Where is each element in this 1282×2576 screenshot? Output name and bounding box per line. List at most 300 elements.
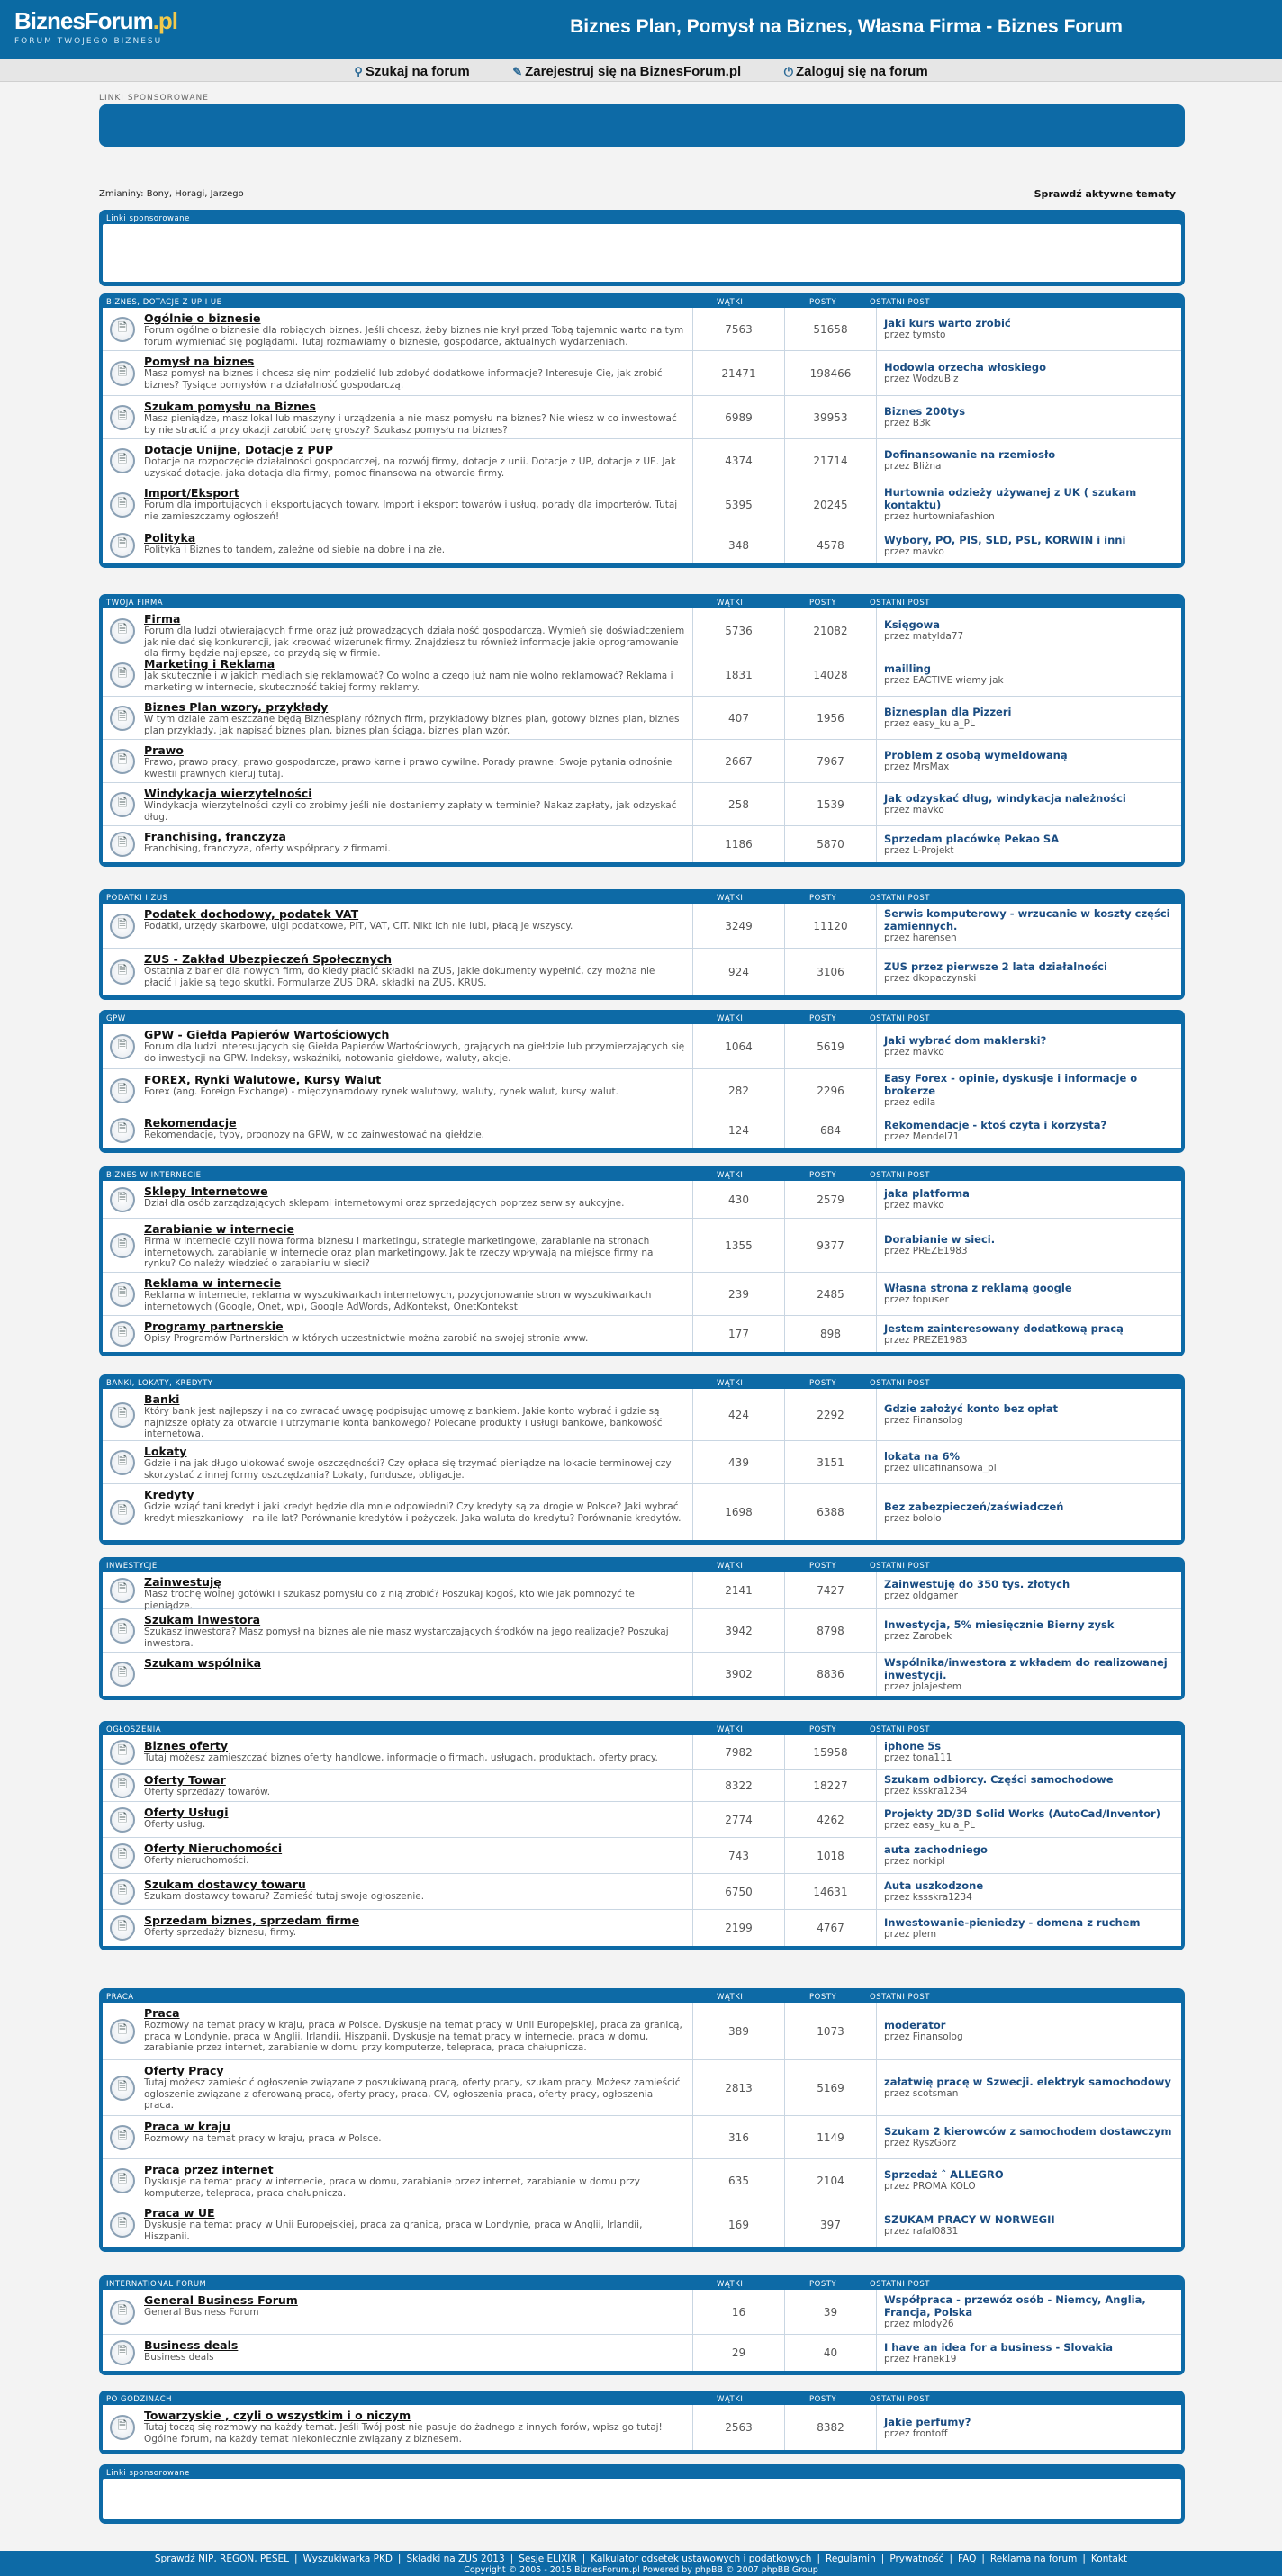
forum-description: Gdzie wziąć tani kredyt i jaki kredyt będzie dla mnie odpowiedni? Czy kredyty są za drogie w Polsce? Jaki wybrać kredyt mieszkaniowy i na ile lat? Porównanie kredytów i pożyczek. Jaka waluta do kredytu? Porównanie kredytów. (144, 1501, 682, 1524)
forum-status (103, 482, 142, 527)
forum-description: General Business Forum (144, 2307, 259, 2318)
forum-title[interactable]: Praca w UE (144, 2206, 215, 2220)
category-title[interactable]: OGŁOSZENIA (106, 1725, 162, 1734)
topics-count: 2199 (693, 1910, 785, 1946)
col-last-header: OSTATNI POST (870, 1171, 930, 1180)
category-box (99, 1010, 1185, 1153)
last-post-title[interactable]: Sprzedam placówkę Pekao SA (884, 832, 1060, 845)
last-post (877, 1069, 1181, 1112)
topics-count: 3249 (693, 904, 785, 948)
forum-title[interactable]: Marketing i Reklama (144, 657, 275, 671)
forum-description: Masz pieniądze, masz lokal lub maszyny i urządzenia a nie masz pomysłu na biznes? Nie wiesz w co inwestować by nie stracić a przy okazji zarobić parę groszy? Szukasz pomysłu na biznes? (144, 413, 677, 436)
forum-title[interactable]: Business deals (144, 2338, 239, 2352)
active-topics-link[interactable]: Sprawdź aktywne tematy (1034, 188, 1176, 200)
forum-title[interactable]: General Business Forum (144, 2293, 298, 2307)
last-post-author[interactable]: przez mlody26 (884, 2319, 954, 2329)
login-link[interactable]: ⏻ Zaloguj się na forum (783, 64, 928, 79)
forum-status (103, 697, 142, 739)
last-post (877, 949, 1181, 995)
site-logo[interactable]: BiznesForum.pl (14, 7, 178, 34)
last-post-title[interactable]: auta zachodniego (884, 1843, 988, 1856)
last-post-author[interactable]: przez matylda77 (884, 631, 964, 642)
login-icon: ⏻ (783, 65, 793, 78)
last-post-title[interactable]: załatwię pracę w Szwecji. elektryk samochodowy (884, 2076, 1171, 2088)
col-last-header: OSTATNI POST (870, 1725, 930, 1734)
last-post-author[interactable]: przez mavko (884, 545, 944, 557)
last-post-author[interactable]: przez rafal0831 (884, 2225, 959, 2237)
last-post (877, 2116, 1181, 2158)
forum-title[interactable]: FOREX, Rynki Walutowe, Kursy Walut (144, 1073, 382, 1086)
category-title[interactable]: GPW (106, 1014, 126, 1023)
forum-row (103, 2290, 1181, 2335)
forum-title[interactable]: Polityka (144, 531, 196, 545)
topics-count: 430 (693, 1181, 785, 1218)
posts-count: 1073 (785, 2003, 877, 2059)
last-post-title[interactable]: Jaki wybrać dom maklerski? (884, 1034, 1047, 1047)
last-post (877, 1316, 1181, 1352)
posts-count: 3106 (785, 949, 877, 995)
last-post-title[interactable]: Biznes 200tys (884, 405, 966, 418)
forum-title[interactable]: Programy partnerskie (144, 1320, 284, 1333)
col-posts-header: POSTY (809, 298, 837, 307)
forum-description: Ostatnia z barier dla nowych firm, do kiedy płacić składki na ZUS, jakie dokumenty wypełnić, czy można nie płacić i jakie są tego skutki. Formularze ZUS DRA, składki na ZUS, KRUS. (144, 966, 655, 988)
forum-info (142, 1181, 693, 1218)
category-box (99, 2391, 1185, 2454)
last-post-author[interactable]: przez RyszGorz (884, 2138, 957, 2148)
last-post-author[interactable]: przez B3k (884, 418, 931, 428)
last-post-author[interactable]: przez dkopaczynski (884, 972, 977, 984)
last-post-author[interactable]: przez harensen (884, 932, 957, 943)
last-post-title[interactable]: mailling (884, 662, 931, 675)
forum-status (103, 1024, 142, 1068)
last-post-author[interactable]: przez ksskra1234 (884, 1786, 968, 1797)
forum-status (103, 1273, 142, 1315)
col-topics-header: WĄTKI (717, 894, 744, 903)
forum-title[interactable]: Franchising, franczyza (144, 830, 286, 843)
last-post-title[interactable]: moderator (884, 2019, 946, 2031)
last-post-author[interactable]: przez Zarobek (884, 1631, 952, 1642)
posts-count: 14631 (785, 1874, 877, 1909)
forum-info (142, 653, 693, 696)
last-post-title[interactable]: Gdzie założyć konto bez opłat (884, 1402, 1058, 1415)
footer-link[interactable]: Składki na ZUS 2013 (406, 2553, 505, 2564)
register-link[interactable]: ✎ Zarejestruj się na BiznesForum.pl (512, 64, 742, 79)
last-post-title[interactable]: lokata na 6% (884, 1450, 960, 1463)
forum-title[interactable]: Zainwestuję (144, 1575, 221, 1589)
category-box (99, 1721, 1185, 1950)
last-post (877, 396, 1181, 438)
last-post-title[interactable]: Projekty 2D/3D Solid Works (AutoCad/Inventor) (884, 1807, 1160, 1820)
forum-title[interactable]: Reklama w internecie (144, 1276, 282, 1290)
last-post-title[interactable]: Rekomendacje - ktoś czyta i korzysta? (884, 1118, 1107, 1131)
last-post-title[interactable]: Księgowa (884, 618, 941, 631)
topics-count: 6750 (693, 1874, 785, 1909)
forum-info (142, 2290, 693, 2334)
last-post-author[interactable]: przez mavko (884, 805, 944, 815)
forum-title[interactable]: Towarzyskie , czyli o wszystkim i o niczym (144, 2409, 411, 2422)
topics-count: 29 (693, 2335, 785, 2371)
forum-info (142, 1910, 693, 1946)
forum-description: Forex (ang. Foreign Exchange) - międzynarodowy rynek walutowy, waluty, rynek walut, kursy walut. (144, 1086, 618, 1097)
category-title[interactable]: BIZNES, DOTACJE Z UP I UE (106, 298, 222, 307)
forum-folder-icon: 🗎 (110, 2212, 135, 2238)
forum-row (103, 1609, 1181, 1653)
forum-folder-icon: 🗎 (110, 1187, 135, 1212)
last-post (877, 1389, 1181, 1440)
last-post-title[interactable]: Jaki kurs warto zrobić (884, 317, 1011, 329)
forum-title[interactable]: Pomysł na biznes (144, 355, 255, 368)
last-post (877, 527, 1181, 563)
last-post-title[interactable]: Współpraca - przewóz osób - Niemcy, Anglia, Francja, Polska (884, 2293, 1146, 2319)
last-post-author[interactable]: przez PREZE1983 (884, 1246, 968, 1256)
forum-status (103, 1181, 142, 1218)
forum-info (142, 396, 693, 438)
topics-count: 2141 (693, 1572, 785, 1608)
last-post-title[interactable]: iphone 5s (884, 1740, 942, 1752)
forum-row (103, 2060, 1181, 2116)
forum-info (142, 1024, 693, 1068)
posts-count: 4578 (785, 527, 877, 563)
footer-link[interactable]: Reklama na forum (989, 2553, 1078, 2564)
forum-title[interactable]: Szukam pomysłu na Biznes (144, 400, 316, 413)
forum-description: Dotacje na rozpoczęcie działalności gospodarczej, na rozwój firmy, dotacje z unii. Dotacje z UP, dotacje z UE. Jak uzyskać dotacje, jaka dotacja dla firmy, pomoc finansowa na otwarcie firmy. (144, 456, 676, 479)
last-post-author[interactable]: przez bololo (884, 1512, 942, 1524)
forum-title[interactable]: GPW - Giełda Papierów Wartościowych (144, 1028, 390, 1041)
last-post-title[interactable]: Bez zabezpieczeń/zaświadczeń (884, 1500, 1064, 1513)
posts-count: 14028 (785, 653, 877, 696)
search-icon: ⚲ (354, 65, 363, 78)
last-post-title[interactable]: Zainwestuję do 350 tys. złotych (884, 1578, 1070, 1590)
last-post-author[interactable]: przez tona111 (884, 1752, 952, 1763)
category-title[interactable]: INTERNATIONAL FORUM (106, 2280, 207, 2289)
sponsored-links-box-bottom (99, 2464, 1185, 2524)
forum-status (103, 826, 142, 862)
last-post (877, 740, 1181, 782)
forum-row (103, 2405, 1181, 2450)
category-title[interactable]: INWESTYCJE (106, 1562, 158, 1571)
category-box (99, 1557, 1185, 1700)
topics-count: 2813 (693, 2060, 785, 2115)
last-post-title[interactable]: Szukam 2 kierowców z samochodem dostawczym (884, 2125, 1172, 2138)
category-title[interactable]: BANKI, LOKATY, KREDYTY (106, 1379, 213, 1388)
forum-folder-icon: 🗎 (110, 317, 135, 342)
forum-info (142, 1219, 693, 1272)
forum-title[interactable]: Szukam dostawcy towaru (144, 1878, 306, 1891)
category-title[interactable]: BIZNES W INTERNECIE (106, 1171, 202, 1180)
last-post-author[interactable]: przez PREZE1983 (884, 1334, 968, 1346)
forum-row (103, 697, 1181, 740)
footer-link[interactable]: FAQ (958, 2553, 977, 2564)
forum-title[interactable]: Import/Eksport (144, 486, 239, 500)
forum-status (103, 2335, 142, 2371)
header-bar (0, 0, 1282, 59)
last-post-author[interactable]: przez easy_kula_PL (884, 1820, 975, 1831)
col-last-header: OSTATNI POST (870, 599, 930, 608)
forum-description: Masz pomysł na biznes i chcesz się nim podzielić lub zdobyć dodatkowe informacje? Interesuje Cię, jak zrobić biznes? Tysiące pomysłów na działalność gospodarczą. (144, 368, 663, 391)
posts-count: 898 (785, 1316, 877, 1352)
forum-folder-icon: 🗎 (110, 1807, 135, 1833)
sponsored-links-title-bottom: Linki sponsorowane (106, 2469, 190, 2478)
forum-info (142, 2159, 693, 2202)
posts-count: 684 (785, 1112, 877, 1148)
forum-description: Forum dla ludzi otwierających firmę oraz już prowadzących działalność gospodarczą. Wymień się doświadczeniem jak nie dać się konkurencji, jak kreować wizerunek firmy. Znajdziesz tu również informacje jakie oprogramowanie dla firmy będzie najlepsze, co przydą się w firmie. (144, 626, 685, 659)
category-title[interactable]: PODATKI I ZUS (106, 894, 168, 903)
last-post-author[interactable]: przez jolajestem (884, 1680, 962, 1692)
forum-row (103, 396, 1181, 439)
forum-status (103, 1735, 142, 1769)
last-post-title[interactable]: Auta uszkodzone (884, 1879, 984, 1892)
col-posts-header: POSTY (809, 1379, 837, 1388)
last-post-author[interactable]: przez tymsto (884, 329, 946, 340)
forum-row (103, 439, 1181, 482)
last-post (877, 1024, 1181, 1068)
last-post-author[interactable]: przez Finansolog (884, 1415, 963, 1426)
last-post-author[interactable]: przez topuser (884, 1294, 949, 1305)
forum-status (103, 2060, 142, 2115)
last-post-author[interactable]: przez mavko (884, 1047, 944, 1058)
forum-title[interactable]: Szukam wspólnika (144, 1656, 262, 1670)
forum-description: Forum ogólne o biznesie dla robiących biznes. Jeśli chcesz, żeby biznes nie krył przed Tobą tajemnic warto na tym forum wymieniać się poglądami. Tutaj rozmawiamy o biznesie, gospodarce, aktualnych wydarzeniach. (144, 325, 684, 347)
last-post-title[interactable]: SZUKAM PRACY W NORWEGII (884, 2212, 1055, 2226)
forum-row (103, 482, 1181, 527)
last-post-author[interactable]: przez MrsMax (884, 761, 950, 772)
forum-title[interactable]: Oferty Pracy (144, 2064, 224, 2077)
forum-title[interactable]: Ogólnie o biznesie (144, 311, 261, 325)
forum-info (142, 439, 693, 482)
forum-title[interactable]: ZUS - Zakład Ubezpieczeń Społecznych (144, 952, 392, 966)
forum-status (103, 2003, 142, 2059)
col-topics-header: WĄTKI (717, 1993, 744, 2002)
forum-description: Jak skutecznie i w jakich mediach się reklamować? Co wolno a czego już nam nie wolno reklamować? Reklama i marketing w internecie, skuteczność takiej formy reklamy. (144, 671, 673, 693)
forum-title[interactable]: Praca w kraju (144, 2120, 230, 2133)
col-topics-header: WĄTKI (717, 1379, 744, 1388)
last-post (877, 608, 1181, 653)
forum-info (142, 527, 693, 563)
forum-folder-icon: 🗎 (110, 1740, 135, 1765)
forum-status (103, 2405, 142, 2450)
last-post-title[interactable]: Serwis komputerowy - wrzucanie w koszty części zamiennych. (884, 907, 1170, 932)
forum-status (103, 783, 142, 825)
footer-link[interactable]: Regulamin (826, 2553, 876, 2564)
last-post-title[interactable]: ZUS przez pierwsze 2 lata działalności (884, 959, 1107, 973)
topics-count: 239 (693, 1273, 785, 1315)
forum-folder-icon: 🗎 (110, 749, 135, 774)
posts-count: 15958 (785, 1735, 877, 1769)
forum-status (103, 1609, 142, 1652)
forum-title[interactable]: Biznes Plan wzory, przykłady (144, 700, 329, 714)
last-post-title[interactable]: Wspólnika/inwestora z wkładem do realizowanej inwestycji. (884, 1655, 1168, 1681)
category-box (99, 594, 1185, 867)
forum-folder-icon: 🗎 (110, 618, 135, 644)
forum-title[interactable]: Zarabianie w internecie (144, 1222, 295, 1236)
last-post-author[interactable]: przez mavko (884, 1200, 944, 1211)
forum-title[interactable]: Biznes oferty (144, 1739, 229, 1752)
col-posts-header: POSTY (809, 1562, 837, 1571)
sponsor-banner[interactable] (99, 104, 1185, 147)
topics-count: 6989 (693, 396, 785, 438)
category-title[interactable]: TWOJA FIRMA (106, 599, 164, 608)
forum-title[interactable]: Sklepy Internetowe (144, 1184, 268, 1198)
last-post-title[interactable]: Hodowla orzecha włoskiego (884, 361, 1046, 374)
forum-folder-icon: 🗎 (110, 1118, 135, 1143)
forum-title[interactable]: Sprzedam biznes, sprzedam firme (144, 1914, 360, 1927)
posts-count: 18227 (785, 1770, 877, 1801)
last-post-title[interactable]: Dorabianie w sieci. (884, 1233, 996, 1246)
forum-status (103, 1112, 142, 1148)
posts-count: 8382 (785, 2405, 877, 2450)
forum-folder-icon: 🗎 (110, 1578, 135, 1603)
forum-info (142, 1389, 693, 1440)
forum-title[interactable]: Oferty Nieruchomości (144, 1842, 283, 1855)
col-last-header: OSTATNI POST (870, 894, 930, 903)
footer-link[interactable]: Kalkulator odsetek ustawowych i podatkowych (591, 2553, 812, 2564)
last-post-author[interactable]: przez hurtowniafashion (884, 511, 995, 522)
footer-link[interactable]: Wyszukiwarka PKD (302, 2553, 393, 2564)
last-post-author[interactable]: przez plem (884, 1928, 937, 1940)
last-post-title[interactable]: Jak odzyskać dług, windykacja należności (884, 792, 1126, 805)
forum-info (142, 1874, 693, 1909)
forum-description: Szukam dostawcy towaru? Zamieść tutaj swoje ogłoszenie. (144, 1891, 425, 1902)
topics-count: 16 (693, 2290, 785, 2334)
forum-folder-icon: 🗎 (110, 2415, 135, 2440)
last-post-title[interactable]: Jestem zainteresowany dodatkową pracą (884, 1321, 1124, 1335)
last-post-title[interactable]: Własna strona z reklamą google (884, 1282, 1072, 1294)
last-post-title[interactable]: Jakie perfumy? (884, 2415, 971, 2428)
last-post-author[interactable]: przez PROMA KOLO (884, 2181, 976, 2192)
col-last-header: OSTATNI POST (870, 1014, 930, 1023)
footer-link[interactable]: Sesje ELIXIR (519, 2553, 577, 2564)
last-post (877, 1219, 1181, 1272)
topics-count: 7982 (693, 1735, 785, 1769)
last-post-title[interactable]: Inwestycja, 5% miesięcznie Bierny zysk (884, 1618, 1115, 1631)
col-posts-header: POSTY (809, 1171, 837, 1180)
forum-info (142, 1484, 693, 1540)
category-header (103, 1991, 1181, 2003)
forum-folder-icon: 🗎 (110, 959, 135, 985)
last-post-author[interactable]: przez EACTIVE wiemy jak (884, 675, 1004, 686)
last-post (877, 1735, 1181, 1769)
topics-count: 1355 (693, 1219, 785, 1272)
forum-title[interactable]: Firma (144, 612, 181, 626)
forum-row (103, 1219, 1181, 1273)
last-post-author[interactable]: przez scotsman (884, 2088, 959, 2099)
last-post-title[interactable]: Inwestowanie-pieniedzy - domena z ruchem (884, 1915, 1141, 1929)
last-post-author[interactable]: przez edila (884, 1097, 936, 1108)
topics-count: 424 (693, 1389, 785, 1440)
forum-folder-icon: 🗎 (110, 405, 135, 430)
last-post-author[interactable]: przez ulicafinansowa_pl (884, 1463, 997, 1473)
last-post-author[interactable]: przez WodzuBiz (884, 374, 959, 384)
last-post-title[interactable]: Wybory, PO, PIS, SLD, PSL, KORWIN i inni (884, 533, 1126, 546)
copyright: Copyright © 2005 - 2015 BiznesForum.pl Powered by phpBB © 2007 phpBB Group (464, 2565, 818, 2575)
forum-info (142, 1069, 693, 1112)
category-box (99, 1374, 1185, 1545)
forum-title[interactable]: Szukam inwestora (144, 1613, 261, 1626)
forum-info (142, 1441, 693, 1483)
last-post-author[interactable]: przez kssskra1234 (884, 1892, 972, 1903)
last-post-title[interactable]: jaka platforma (884, 1187, 970, 1200)
footer-separator: | (981, 2553, 985, 2564)
forum-status (103, 1316, 142, 1352)
footer-link[interactable]: Sprawdź NIP, REGON, PESEL (154, 2553, 290, 2564)
last-post-author[interactable]: przez oldgamer (884, 1590, 958, 1601)
forum-title[interactable]: Dotacje Unijne, Dotacje z PUP (144, 443, 333, 456)
forum-status (103, 1653, 142, 1696)
last-post-author[interactable]: przez norkipl (884, 1856, 945, 1867)
forum-title[interactable]: Prawo (144, 743, 184, 757)
posts-count: 51658 (785, 308, 877, 350)
forum-title[interactable]: Oferty Usługi (144, 1806, 229, 1819)
last-post-author[interactable]: przez easy_kula_PL (884, 718, 975, 729)
last-post-author[interactable]: przez Mendel71 (884, 1130, 960, 1142)
topics-count: 924 (693, 949, 785, 995)
forum-folder-icon: 🗎 (110, 706, 135, 731)
last-post-author[interactable]: przez Franek19 (884, 2353, 957, 2364)
footer-link[interactable]: Prywatność (889, 2553, 944, 2564)
forum-folder-icon: 🗎 (110, 492, 135, 518)
forum-status (103, 308, 142, 350)
col-topics-header: WĄTKI (717, 599, 744, 608)
forum-title[interactable]: Rekomendacje (144, 1116, 237, 1130)
forum-title[interactable]: Praca przez internet (144, 2163, 274, 2176)
col-topics-header: WĄTKI (717, 1562, 744, 1571)
last-post-author[interactable]: przez L-Projekt (884, 844, 954, 856)
forum-row (103, 1441, 1181, 1484)
category-title[interactable]: PRACA (106, 1993, 134, 2002)
topics-count: 8322 (693, 1770, 785, 1801)
forum-title[interactable]: Podatek dochodowy, podatek VAT (144, 907, 359, 921)
last-post-title[interactable]: I have an idea for a business - Slovakia (884, 2340, 1113, 2354)
forum-description: Oferty nieruchomości. (144, 1855, 249, 1866)
category-header (103, 2393, 1181, 2405)
last-post-title[interactable]: Dofinansowanie na rzemiosło (884, 448, 1056, 461)
forum-title[interactable]: Praca (144, 2006, 180, 2020)
last-post-title[interactable]: Szukam odbiorcy. Części samochodowe (884, 1773, 1114, 1786)
search-link[interactable]: ⚲ Szukaj na forum (354, 64, 470, 79)
topics-count: 3942 (693, 1609, 785, 1652)
last-post-title[interactable]: Biznesplan dla Pizzeri (884, 706, 1012, 718)
forum-info (142, 2335, 693, 2371)
forum-row (103, 1112, 1181, 1148)
posts-count: 11120 (785, 904, 877, 948)
forum-description: Opisy Programów Partnerskich w których uczestnictwie można zarobić na swojej stronie www. (144, 1333, 589, 1344)
forum-title[interactable]: Windykacja wierzytelności (144, 787, 312, 800)
category-title[interactable]: PO GODZINACH (106, 2395, 173, 2404)
forum-status (103, 439, 142, 482)
forum-info (142, 904, 693, 948)
last-post-author[interactable]: przez Bliżna (884, 461, 942, 472)
last-post-title[interactable]: Easy Forex - opinie, dyskusje i informacje o brokerze (884, 1072, 1138, 1097)
last-post-title[interactable]: Hurtownia odzieży używanej z UK ( szukam kontaktu) (884, 486, 1137, 511)
posts-count: 5870 (785, 826, 877, 862)
forum-info (142, 2202, 693, 2247)
forum-description: Prawo, prawo pracy, prawo gospodarcze, prawo karne i prawo cywilne. Porady prawne. Swoje pytania odnośnie kwestii prawnych kieruj tutaj. (144, 757, 673, 779)
footer-link[interactable]: Kontakt (1090, 2553, 1128, 2564)
last-post-author[interactable]: przez frontoff (884, 2427, 948, 2439)
topics-count: 282 (693, 1069, 785, 1112)
forum-description: Business deals (144, 2352, 214, 2363)
forum-title[interactable]: Lokaty (144, 1445, 187, 1458)
sponsor-label: LINKI SPONSOROWANE (99, 94, 209, 103)
forum-row (103, 653, 1181, 697)
forum-title[interactable]: Kredyty (144, 1488, 194, 1501)
last-post-title[interactable]: Sprzedaż ˆ ALLEGRO (884, 2168, 1004, 2181)
forum-title[interactable]: Banki (144, 1392, 180, 1406)
last-post-author[interactable]: przez Finansolog (884, 2031, 963, 2042)
last-post-title[interactable]: Problem z osobą wymeldowaną (884, 749, 1068, 761)
forum-title[interactable]: Oferty Towar (144, 1773, 226, 1787)
last-post (877, 2003, 1181, 2059)
